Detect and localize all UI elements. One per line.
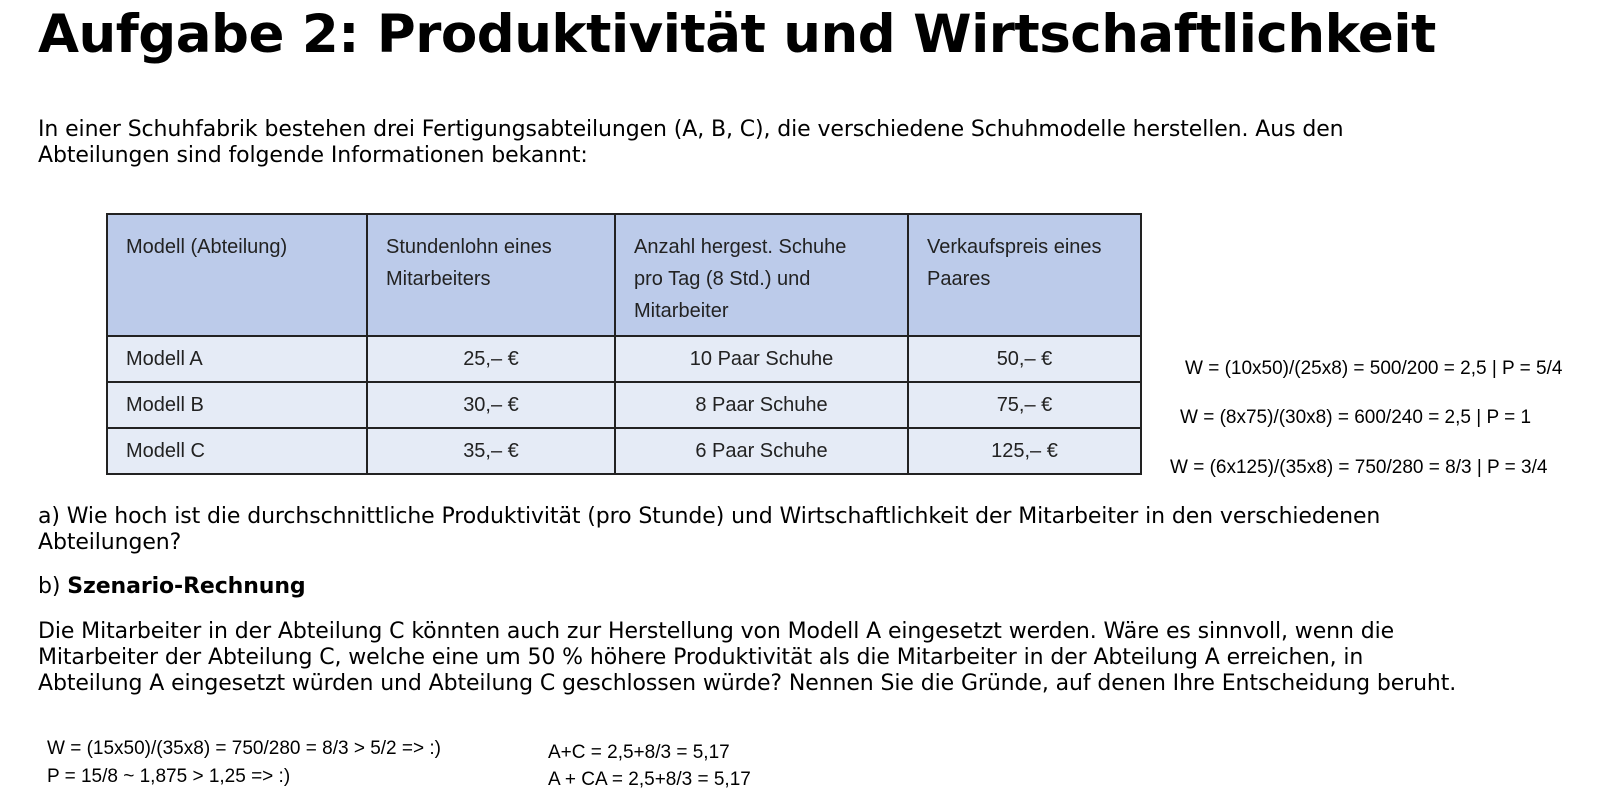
table-row <box>107 428 1141 474</box>
cell-count: 8 Paar Schuhe <box>615 382 908 428</box>
scenario-line-2: Mitarbeiter der Abteilung C, welche eine um 50 % höhere Produktivität als die Mitarbeiter in der Abteilung A erreichen, in <box>38 645 1364 670</box>
header-model-line1: Modell (Abteilung) <box>126 236 288 258</box>
cell-model: Modell A <box>107 336 367 382</box>
cell-price: 75,– € <box>908 382 1141 428</box>
row-note-a: W = (10x50)/(25x8) = 500/200 = 2,5 | P = 5/4 <box>1185 358 1563 379</box>
row-note-c: W = (6x125)/(35x8) = 750/280 = 8/3 | P = 3/4 <box>1170 457 1548 478</box>
bottom-note-left-1: W = (15x50)/(35x8) = 750/280 = 8/3 > 5/2 => :) <box>47 738 441 759</box>
scenario-line-3: Abteilung A eingesetzt würden und Abteilung C geschlossen würde? Nennen Sie die Gründe, auf denen Ihre Entscheidung beruht. <box>38 671 1457 696</box>
cell-model: Modell B <box>107 382 367 428</box>
question-b-title: Szenario-Rechnung <box>67 574 306 599</box>
header-count-line1: Anzahl hergest. Schuhe <box>634 236 847 258</box>
intro-line-1: In einer Schuhfabrik bestehen drei Fertigungsabteilungen (A, B, C), die verschiedene Schuhmodelle herstellen. Aus den <box>38 117 1344 142</box>
header-wage <box>367 214 615 336</box>
info-table <box>106 213 1142 475</box>
header-count-line3: Mitarbeiter <box>634 300 729 322</box>
header-price-line1: Verkaufspreis eines <box>927 236 1102 258</box>
header-model <box>107 214 367 336</box>
cell-wage: 35,– € <box>367 428 615 474</box>
table-row <box>107 382 1141 428</box>
scenario-line-1: Die Mitarbeiter in der Abteilung C könnten auch zur Herstellung von Modell A eingesetzt werden. Wäre es sinnvoll, wenn die <box>38 619 1395 644</box>
question-b-prefix: b) <box>38 574 68 599</box>
header-wage-line2: Mitarbeiters <box>386 268 491 290</box>
table-header-row <box>107 214 1141 336</box>
header-count-line2: pro Tag (8 Std.) und <box>634 268 811 290</box>
question-a-line-2: Abteilungen? <box>38 530 182 555</box>
cell-count: 6 Paar Schuhe <box>615 428 908 474</box>
cell-count: 10 Paar Schuhe <box>615 336 908 382</box>
row-note-b: W = (8x75)/(30x8) = 600/240 = 2,5 | P = 1 <box>1180 407 1532 428</box>
intro-line-2: Abteilungen sind folgende Informationen bekannt: <box>38 143 588 168</box>
header-wage-line1: Stundenlohn eines <box>386 236 552 258</box>
question-b-heading <box>38 574 306 600</box>
bottom-note-right-2: A + CA = 2,5+8/3 = 5,17 <box>548 769 751 790</box>
header-price-line2: Paares <box>927 268 991 290</box>
cell-model: Modell C <box>107 428 367 474</box>
cell-wage: 25,– € <box>367 336 615 382</box>
header-count <box>615 214 908 336</box>
table-row <box>107 336 1141 382</box>
cell-wage: 30,– € <box>367 382 615 428</box>
header-price <box>908 214 1141 336</box>
bottom-note-right-1: A+C = 2,5+8/3 = 5,17 <box>548 742 730 763</box>
cell-price: 50,– € <box>908 336 1141 382</box>
page-title: Aufgabe 2: Produktivität und Wirtschaftlichkeit <box>38 4 1436 65</box>
question-a-line-1: a) Wie hoch ist die durchschnittliche Produktivität (pro Stunde) und Wirtschaftlichkeit der Mitarbeiter in den verschiedenen <box>38 504 1381 529</box>
cell-price: 125,– € <box>908 428 1141 474</box>
bottom-note-left-2: P = 15/8 ~ 1,875 > 1,25 => :) <box>47 766 291 787</box>
